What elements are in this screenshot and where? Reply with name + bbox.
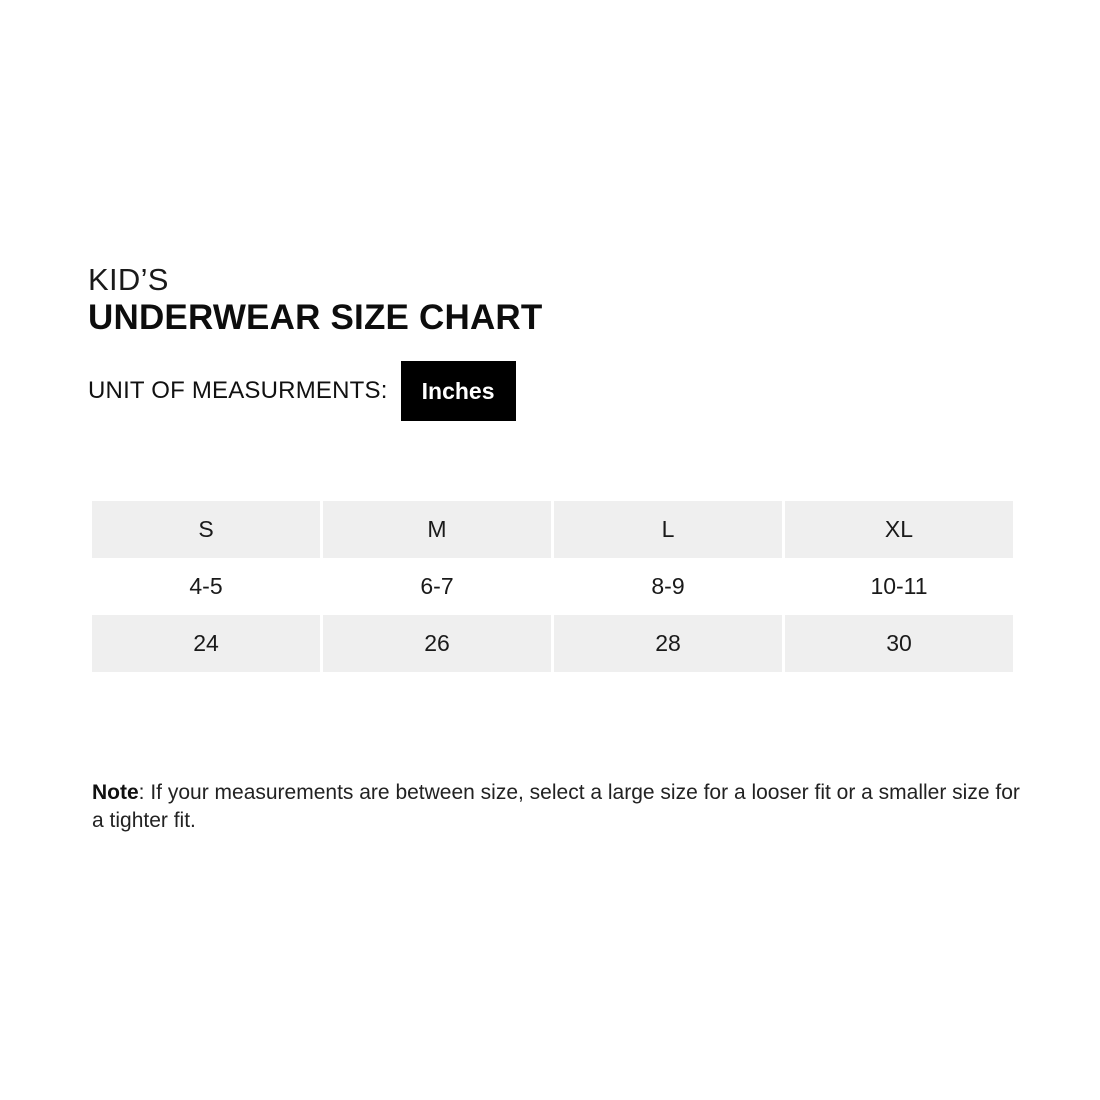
table-cell: 8-9 — [651, 573, 685, 599]
table-cell: M — [323, 501, 551, 558]
table-cell: XL — [785, 501, 1013, 558]
table-cell: S — [92, 501, 320, 558]
unit-row — [88, 361, 516, 421]
note-body: : If your measurements are between size, select a large size for a looser fit or a smaller size for a tighter fit. — [92, 781, 1020, 832]
page-subtitle: KID’S — [88, 262, 169, 297]
table-cell: 24 — [92, 615, 320, 672]
note-text — [92, 779, 1022, 835]
table-cell: 10-11 — [870, 573, 928, 599]
size-table — [92, 501, 1013, 672]
table-cell: 4-5 — [189, 573, 223, 599]
table-cell: L — [554, 501, 782, 558]
note-label: Note — [92, 781, 139, 804]
table-row-sizes — [92, 501, 1013, 558]
table-cell: 28 — [554, 615, 782, 672]
table-cell: 30 — [785, 615, 1013, 672]
table-row-ages — [92, 558, 1013, 615]
title-block — [88, 262, 542, 338]
table-row-measurements — [92, 615, 1013, 672]
unit-label: UNIT OF MEASURMENTS: — [88, 377, 388, 404]
unit-badge: Inches — [401, 361, 516, 421]
page-title: UNDERWEAR SIZE CHART — [88, 298, 543, 337]
table-cell: 26 — [323, 615, 551, 672]
table-cell: 6-7 — [420, 573, 454, 599]
